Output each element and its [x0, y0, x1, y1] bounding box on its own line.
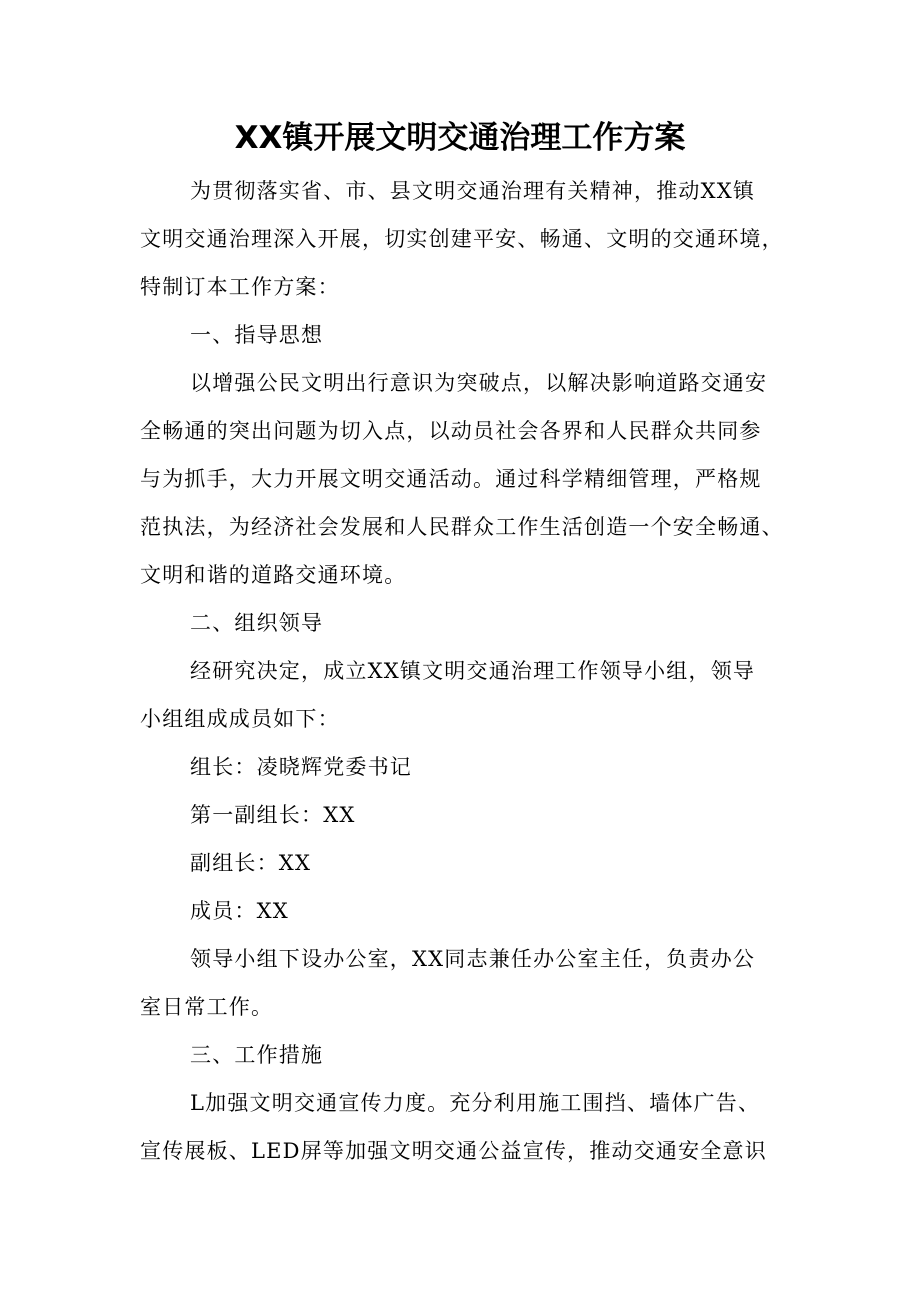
member-line: 第一副组长：XX [190, 803, 356, 827]
member-line: 副组长：XX [190, 851, 312, 875]
section-heading: 二、组织领导 [190, 611, 324, 635]
paragraph-line: 经研究决定，成立XX镇文明交通治理工作领导小组，领导 [190, 659, 756, 683]
section-heading: 三、工作措施 [190, 1043, 324, 1067]
member-line: 组长：凌晓辉党委书记 [190, 755, 412, 779]
paragraph-line: L加强文明交通宣传力度。充分利用施工围挡、墙体广告、 [190, 1091, 761, 1115]
member-line: 成员：XX [190, 899, 289, 923]
paragraph-line: 文明和谐的道路交通环境。 [140, 563, 407, 587]
paragraph-line: 特制订本工作方案： [140, 275, 340, 299]
document-title: XX镇开展文明交通治理工作方案 [234, 120, 686, 156]
paragraph-line: 范执法，为经济社会发展和人民群众工作生活创造一个安全畅通、 [140, 515, 784, 539]
section-heading: 一、指导思想 [190, 323, 324, 347]
paragraph-line: 为贯彻落实省、市、县文明交通治理有关精神，推动XX镇 [190, 179, 756, 203]
paragraph-line: 室日常工作。 [140, 995, 274, 1019]
paragraph-line: 小组组成成员如下： [140, 707, 340, 731]
paragraph-line: 领导小组下设办公室，XX同志兼任办公室主任，负责办公 [190, 947, 756, 971]
paragraph-line: 文明交通治理深入开展，切实创建平安、畅通、文明的交通环境， [140, 227, 784, 251]
paragraph-line: 以增强公民文明出行意识为突破点，以解决影响道路交通安 [190, 371, 768, 395]
paragraph-line: 与为抓手，大力开展文明交通活动。通过科学精细管理，严格规 [140, 467, 762, 491]
paragraph-line: 宣传展板、LED屏等加强文明交通公益宣传，推动交通安全意识 [140, 1139, 767, 1163]
paragraph-line: 全畅通的突出问题为切入点，以动员社会各界和人民群众共同参 [140, 419, 762, 443]
